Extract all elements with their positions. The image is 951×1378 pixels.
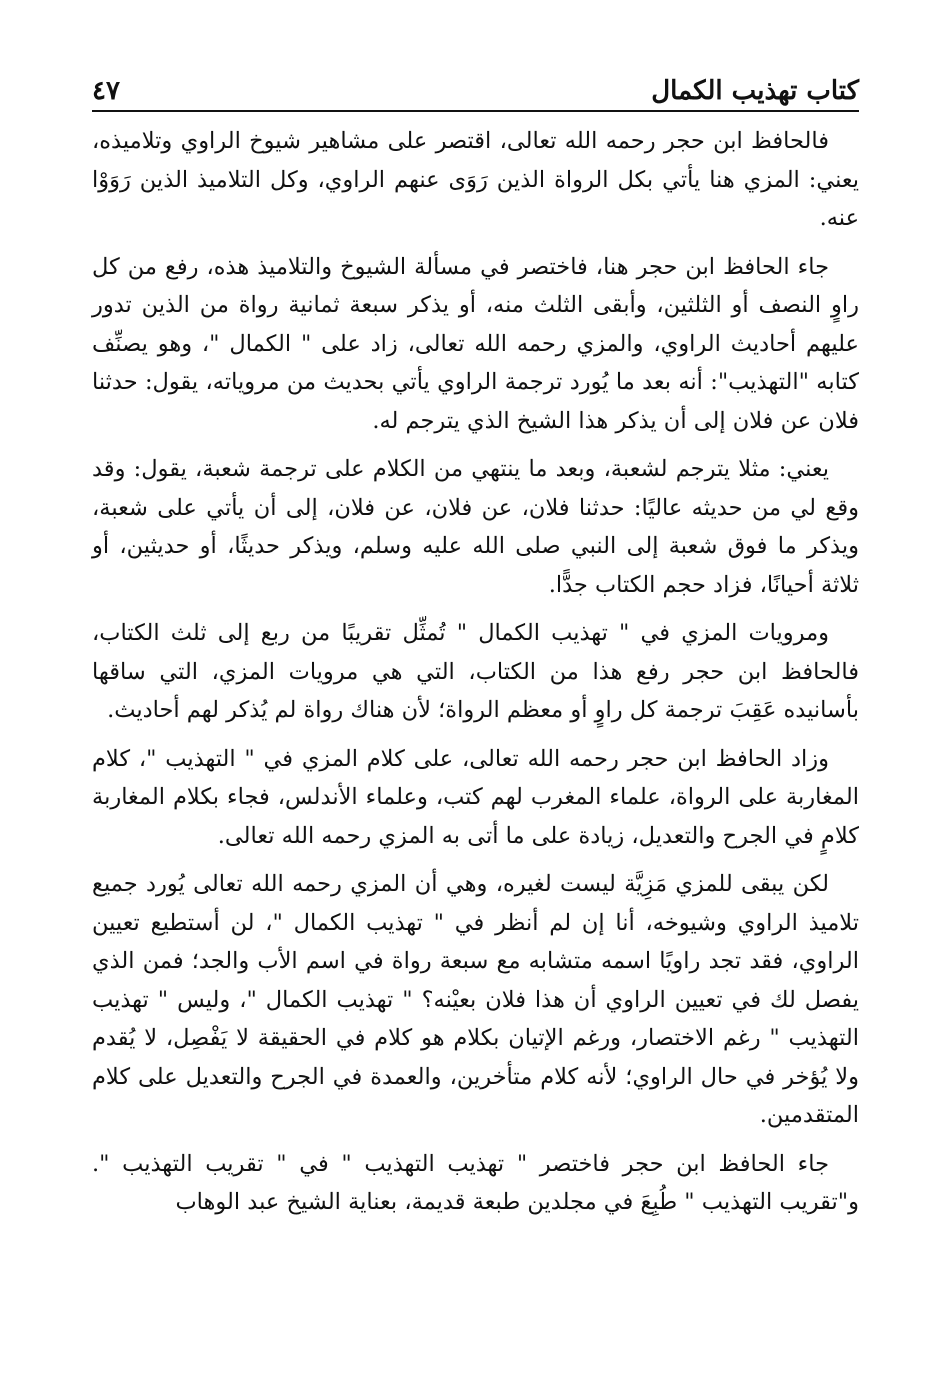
header-divider <box>92 110 859 112</box>
paragraph: وزاد الحافظ ابن حجر رحمه الله تعالى، على كلام المزي في " التهذيب "، كلام المغاربة على الرواة، علماء المغرب لهم كتب، وعلماء الأندلس، فجاء بكلام المغاربة كلامٍ في الجرح والتعديل، زيادة على ما أتى به المزي رحمه الله تعالى. <box>92 745 859 849</box>
paragraph: يعني: مثلا يترجم لشعبة، وبعد ما ينتهي من الكلام على ترجمة شعبة، يقول: وقد وقع لي من حديثه عاليًا: حدثنا فلان، عن فلان، عن فلان، إلى أن يأتي على شعبة، ويذكر ما فوق شعبة إلى النبي صلى الله عليه وسلم، ويذكر حديثًا، أو حديثين، أو ثلاثة أحيانًا، فزاد حجم الكتاب جدًّا. <box>92 456 859 598</box>
paragraph: لكن يبقى للمزي مَزِيَّة ليست لغيره، وهي أن المزي رحمه الله تعالى يُورد جميع تلاميذ الراوي وشيوخه، أنا إن لم أنظر في " تهذيب الكمال "، لن أستطيع تعيين الراوي، فقد تجد راويًا اسمه متشابه مع سبعة رواة في اسم الأب والجد؛ فمن الذي يفصل لك في تعيين الراوي أن هذا فلان بعيْنه؟ " تهذيب الكمال "، وليس " تهذيب التهذيب " رغم الاختصار، ورغم الإتيان بكلام هو كلام في الحقيقة لا يَفْصِل، لا يُقدم ولا يُؤخر في حال الراوي؛ لأنه كلام متأخرين، والعمدة في الجرح والتعديل على كلام المتقدمين. <box>92 871 859 1128</box>
paragraph: فالحافظ ابن حجر رحمه الله تعالى، اقتصر على مشاهير شيوخ الراوي وتلاميذه، يعني: المزي هنا يأتي بكل الرواة الذين رَوَى عنهم الراوي، وكل التلاميذ الذين رَوَوْا عنه. <box>92 128 859 231</box>
page-header <box>92 68 859 108</box>
running-title: كتاب تهذيب الكمال <box>651 76 859 106</box>
paragraph: جاء الحافظ ابن حجر فاختصر " تهذيب التهذيب " في " تقريب التهذيب ". و"تقريب التهذيب " طُبِعَ في مجلدين طبعة قديمة، بعناية الشيخ عبد الوهاب <box>92 1150 859 1215</box>
paragraph: ومرويات المزي في " تهذيب الكمال " تُمثِّل تقريبًا من ربع إلى ثلث الكتاب، فالحافظ ابن حجر رفع هذا من الكتاب، التي هي مرويات المزي، التي ساقها بأسانيده عَقِبَ ترجمة كل راوٍ أو معظم الرواة؛ لأن هناك رواة لم يُذكر لهم أحاديث. <box>92 620 859 723</box>
paragraph: جاء الحافظ ابن حجر هنا، فاختصر في مسألة الشيوخ والتلاميذ هذه، رفع من كل راوٍ النصف أو الثلثين، وأبقى الثلث منه، أو يذكر سبعة ثمانية رواة من الذين تدور عليهم أحاديث الراوي، والمزي رحمه الله تعالى، زاد على " الكمال "، وهو يصنِّف كتابه "التهذيب": أنه بعد ما يُورد ترجمة الراوي يأتي بحديث من مروياته، يقول: حدثنا فلان عن فلان إلى أن يذكر هذا الشيخ الذي يترجم له. <box>92 253 859 434</box>
body-text <box>92 122 859 1222</box>
page-number: ٤٧ <box>92 76 120 106</box>
